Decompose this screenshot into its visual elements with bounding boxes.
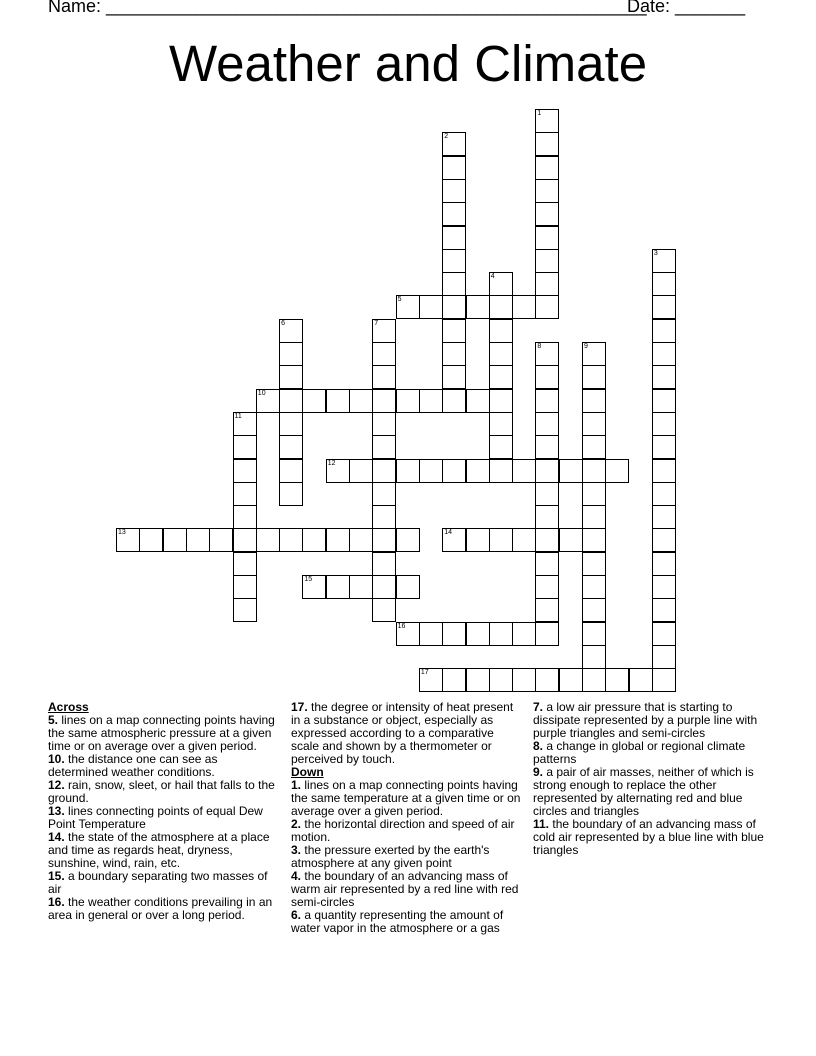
grid-cell[interactable] — [582, 505, 606, 529]
grid-cell[interactable] — [489, 272, 513, 296]
down-clue-11 — [533, 818, 769, 857]
grid-cell[interactable] — [442, 389, 466, 413]
cell-number: 1 — [537, 110, 542, 117]
grid-cell[interactable] — [512, 459, 536, 483]
grid-cell[interactable] — [489, 319, 513, 343]
grid-cell[interactable] — [442, 295, 466, 319]
grid-cell[interactable] — [512, 668, 536, 692]
grid-cell[interactable] — [419, 459, 443, 483]
grid-cell[interactable] — [535, 365, 559, 389]
cell-number: 13 — [118, 529, 126, 537]
grid-cell[interactable] — [582, 622, 606, 646]
grid-cell[interactable] — [396, 459, 420, 483]
grid-cell[interactable] — [489, 389, 513, 413]
grid-cell[interactable] — [372, 575, 396, 599]
across-clue-17 — [291, 701, 521, 766]
grid-cell[interactable] — [372, 412, 396, 436]
grid-cell[interactable] — [652, 365, 676, 389]
grid-cell[interactable] — [652, 622, 676, 646]
grid-cell[interactable] — [582, 459, 606, 483]
grid-cell[interactable] — [535, 435, 559, 459]
cell-number: 7 — [374, 319, 379, 327]
clue-number: 17. — [291, 700, 308, 714]
clue-text: a change in global or regional climate patterns — [533, 739, 746, 766]
grid-cell[interactable] — [256, 389, 280, 413]
grid-cell[interactable] — [396, 622, 420, 646]
grid-cell[interactable] — [233, 552, 257, 576]
grid-cell[interactable] — [582, 389, 606, 413]
grid-cell[interactable] — [442, 342, 466, 366]
grid-cell[interactable] — [349, 389, 373, 413]
grid-cell[interactable] — [489, 412, 513, 436]
across-heading: Across — [48, 700, 89, 714]
clue-number: 9. — [533, 765, 544, 779]
down-heading: Down — [291, 765, 324, 779]
grid-cell[interactable] — [466, 622, 490, 646]
grid-cell[interactable] — [233, 412, 257, 436]
grid-cell[interactable] — [419, 295, 443, 319]
clue-number: 8. — [533, 739, 544, 753]
down-clue-8 — [533, 740, 769, 766]
grid-cell[interactable] — [209, 528, 233, 552]
grid-cell[interactable] — [652, 249, 676, 273]
grid-cell[interactable] — [652, 435, 676, 459]
grid-cell[interactable] — [302, 528, 326, 552]
grid-cell[interactable] — [326, 389, 350, 413]
grid-cell[interactable] — [512, 622, 536, 646]
grid-cell[interactable] — [466, 459, 490, 483]
grid-cell[interactable] — [535, 179, 559, 203]
clue-number: 2. — [291, 817, 302, 831]
grid-cell[interactable] — [535, 156, 559, 180]
grid-cell[interactable] — [233, 459, 257, 483]
across-clue-15 — [48, 870, 276, 896]
clue-text: the state of the atmosphere at a place and time as regards heat, dryness, sunshine, wind, rain, etc. — [48, 830, 270, 870]
grid-cell[interactable] — [349, 575, 373, 599]
grid-cell[interactable] — [279, 319, 303, 343]
page-title: Weather and Climate — [168, 35, 648, 92]
grid-cell[interactable] — [279, 435, 303, 459]
grid-cell[interactable] — [489, 528, 513, 552]
grid-cell[interactable] — [535, 249, 559, 273]
clue-number: 1. — [291, 778, 302, 792]
grid-cell[interactable] — [535, 622, 559, 646]
grid-cell[interactable] — [349, 459, 373, 483]
grid-cell[interactable] — [652, 389, 676, 413]
grid-cell[interactable] — [396, 575, 420, 599]
down-clue-6 — [291, 909, 521, 935]
across-clue-10 — [48, 753, 276, 779]
clue-text: the distance one can see as determined weather conditions. — [48, 752, 218, 779]
grid-cell[interactable] — [442, 459, 466, 483]
grid-cell[interactable] — [442, 132, 466, 156]
grid-cell[interactable] — [466, 389, 490, 413]
clue-text: the boundary of an advancing mass of warm air represented by a red line with red semi-circles — [291, 869, 519, 909]
clue-number: 11. — [533, 817, 550, 831]
grid-cell[interactable] — [489, 435, 513, 459]
across-clue-5 — [48, 714, 276, 753]
grid-cell[interactable] — [139, 528, 163, 552]
cell-number: 12 — [327, 459, 336, 467]
grid-cell[interactable] — [582, 598, 606, 622]
grid-cell[interactable] — [396, 295, 420, 319]
clue-text: the degree or intensity of heat present in a substance or object, especially as expressed according to a comparative scale and shown by a thermometer or perceived by touch. — [291, 700, 514, 766]
grid-cell[interactable] — [582, 528, 606, 552]
grid-cell[interactable] — [442, 272, 466, 296]
grid-cell[interactable] — [396, 528, 420, 552]
grid-cell[interactable] — [535, 226, 559, 250]
grid-cell[interactable] — [233, 505, 257, 529]
clue-text: the boundary of an advancing mass of cold air represented by a blue line with blue triangles — [533, 817, 764, 857]
cell-number: 11 — [234, 412, 242, 420]
grid-cell[interactable] — [489, 459, 513, 483]
grid-cell[interactable] — [652, 342, 676, 366]
grid-cell[interactable] — [466, 528, 490, 552]
grid-cell[interactable] — [535, 272, 559, 296]
grid-cell[interactable] — [535, 109, 559, 133]
grid-cell[interactable] — [279, 482, 303, 506]
date-label: Date: _______ — [627, 0, 746, 16]
clue-number: 10. — [48, 752, 65, 766]
clue-number: 15. — [48, 869, 65, 883]
grid-cell[interactable] — [372, 435, 396, 459]
grid-cell[interactable] — [419, 668, 443, 692]
cell-number: 6 — [281, 319, 285, 327]
grid-cell[interactable] — [302, 389, 326, 413]
grid-cell[interactable] — [233, 482, 257, 506]
grid-cell[interactable] — [233, 575, 257, 599]
clue-number: 14. — [48, 830, 65, 844]
clue-text: lines on a map connecting points having the same temperature at a given time or on average over a given period. — [291, 778, 521, 818]
clue-text: the weather conditions prevailing in an area in general or over a long period. — [48, 895, 273, 922]
grid-cell[interactable] — [489, 295, 513, 319]
clue-number: 4. — [291, 869, 302, 883]
grid-cell[interactable] — [559, 459, 583, 483]
grid-cell[interactable] — [372, 598, 396, 622]
clue-text: the horizontal direction and speed of air motion. — [291, 817, 515, 844]
down-clue-2 — [291, 818, 521, 844]
grid-cell[interactable] — [535, 598, 559, 622]
clue-number: 13. — [48, 804, 65, 818]
grid-cell[interactable] — [419, 622, 443, 646]
cell-number: 3 — [653, 249, 658, 257]
grid-cell[interactable] — [372, 505, 396, 529]
grid-cell[interactable] — [512, 295, 536, 319]
grid-cell[interactable] — [372, 389, 396, 413]
grid-cell[interactable] — [279, 528, 303, 552]
grid-cell[interactable] — [582, 435, 606, 459]
clue-text: a low air pressure that is starting to dissipate represented by a purple line with purple triangles and semi-circles — [533, 700, 758, 740]
clues-column-1 — [48, 701, 276, 922]
grid-cell[interactable] — [442, 179, 466, 203]
clue-text: rain, snow, sleet, or hail that falls to the ground. — [48, 778, 275, 805]
grid-cell[interactable] — [442, 202, 466, 226]
grid-cell[interactable] — [605, 668, 629, 692]
grid-cell[interactable] — [419, 389, 443, 413]
grid-cell[interactable] — [652, 412, 676, 436]
clues-column-2 — [291, 701, 521, 935]
grid-cell[interactable] — [466, 295, 490, 319]
grid-cell[interactable] — [582, 575, 606, 599]
grid-cell[interactable] — [279, 342, 303, 366]
grid-cell[interactable] — [489, 342, 513, 366]
grid-cell[interactable] — [582, 645, 606, 669]
grid-cell[interactable] — [326, 459, 350, 483]
grid-cell[interactable] — [186, 528, 210, 552]
grid-cell[interactable] — [535, 295, 559, 319]
clue-text: the pressure exerted by the earth's atmosphere at any given point — [291, 843, 490, 870]
down-clue-7 — [533, 701, 769, 740]
grid-cell[interactable] — [326, 528, 350, 552]
grid-cell[interactable] — [652, 598, 676, 622]
clues-column-3 — [533, 701, 769, 857]
grid-cell[interactable] — [326, 575, 350, 599]
clue-number: 16. — [48, 895, 65, 909]
clue-number: 6. — [291, 908, 302, 922]
grid-cell[interactable] — [279, 412, 303, 436]
grid-cell[interactable] — [396, 389, 420, 413]
across-clue-16 — [48, 896, 276, 922]
grid-cell[interactable] — [442, 365, 466, 389]
grid-cell[interactable] — [582, 482, 606, 506]
grid-cell[interactable] — [372, 482, 396, 506]
grid-cell[interactable] — [372, 552, 396, 576]
down-clue-1 — [291, 779, 521, 818]
grid-cell[interactable] — [372, 459, 396, 483]
clue-text: lines connecting points of equal Dew Point Temperature — [48, 804, 263, 831]
grid-cell[interactable] — [302, 575, 326, 599]
grid-cell[interactable] — [116, 528, 140, 552]
across-clue-12 — [48, 779, 276, 805]
cell-number: 16 — [397, 622, 406, 630]
grid-cell[interactable] — [652, 295, 676, 319]
cell-number: 2 — [444, 133, 449, 141]
grid-cell[interactable] — [535, 505, 559, 529]
grid-cell[interactable] — [582, 552, 606, 576]
grid-cell[interactable] — [489, 668, 513, 692]
grid-cell[interactable] — [652, 272, 676, 296]
clue-number: 5. — [48, 713, 59, 727]
grid-cell[interactable] — [535, 342, 559, 366]
cell-number: 15 — [304, 576, 313, 583]
grid-cell[interactable] — [652, 482, 676, 506]
grid-cell[interactable] — [535, 202, 559, 226]
cell-number: 5 — [397, 296, 402, 304]
clue-text: a pair of air masses, neither of which is strong enough to replace the other represented by alternating red and blue circles and triangles — [533, 765, 754, 818]
cell-number: 9 — [584, 343, 588, 350]
grid-cell[interactable] — [442, 156, 466, 180]
down-clue-3 — [291, 844, 521, 870]
grid-cell[interactable] — [535, 459, 559, 483]
grid-cell[interactable] — [582, 412, 606, 436]
grid-cell[interactable] — [535, 528, 559, 552]
grid-cell[interactable] — [535, 132, 559, 156]
grid-cell[interactable] — [442, 249, 466, 273]
grid-cell[interactable] — [535, 389, 559, 413]
across-clue-13 — [48, 805, 276, 831]
grid-cell[interactable] — [652, 645, 676, 669]
grid-cell[interactable] — [652, 319, 676, 343]
grid-cell[interactable] — [256, 528, 280, 552]
grid-cell[interactable] — [559, 528, 583, 552]
grid-cell[interactable] — [279, 459, 303, 483]
cell-number: 17 — [420, 669, 429, 677]
grid-cell[interactable] — [279, 389, 303, 413]
grid-cell[interactable] — [233, 435, 257, 459]
grid-cell[interactable] — [535, 412, 559, 436]
grid-cell[interactable] — [233, 528, 257, 552]
grid-cell[interactable] — [652, 505, 676, 529]
grid-cell[interactable] — [559, 668, 583, 692]
down-clue-9 — [533, 766, 769, 818]
grid-cell[interactable] — [163, 528, 187, 552]
name-label: Name: ______________________________________________________ — [48, 0, 647, 16]
grid-cell[interactable] — [489, 622, 513, 646]
grid-cell[interactable] — [652, 459, 676, 483]
grid-cell[interactable] — [442, 528, 466, 552]
grid-cell[interactable] — [535, 668, 559, 692]
grid-cell[interactable] — [372, 319, 396, 343]
cell-number: 14 — [444, 529, 452, 537]
grid-cell[interactable] — [466, 668, 490, 692]
clue-number: 12. — [48, 778, 65, 792]
grid-cell[interactable] — [349, 528, 373, 552]
grid-cell[interactable] — [605, 459, 629, 483]
cell-number: 8 — [537, 343, 542, 350]
clue-number: 3. — [291, 843, 302, 857]
grid-cell[interactable] — [233, 598, 257, 622]
clue-text: lines on a map connecting points having the same atmospheric pressure at a given time or on average over a given period. — [48, 713, 275, 753]
grid-cell[interactable] — [372, 342, 396, 366]
grid-cell[interactable] — [629, 668, 653, 692]
grid-cell[interactable] — [582, 342, 606, 366]
clue-number: 7. — [533, 700, 544, 714]
grid-cell[interactable] — [442, 226, 466, 250]
grid-cell[interactable] — [442, 622, 466, 646]
grid-cell[interactable] — [535, 575, 559, 599]
down-clue-4 — [291, 870, 521, 909]
clue-text: a boundary separating two masses of air — [48, 869, 268, 896]
grid-cell[interactable] — [535, 482, 559, 506]
grid-cell[interactable] — [372, 365, 396, 389]
grid-cell[interactable] — [652, 668, 676, 692]
grid-cell[interactable] — [652, 552, 676, 576]
grid-cell[interactable] — [652, 575, 676, 599]
grid-cell[interactable] — [489, 365, 513, 389]
grid-cell[interactable] — [512, 528, 536, 552]
grid-cell[interactable] — [582, 668, 606, 692]
clue-text: a quantity representing the amount of water vapor in the atmosphere or a gas — [291, 908, 504, 935]
grid-cell[interactable] — [279, 365, 303, 389]
cell-number: 10 — [257, 389, 266, 397]
grid-cell[interactable] — [442, 668, 466, 692]
grid-cell[interactable] — [372, 528, 396, 552]
grid-cell[interactable] — [442, 319, 466, 343]
grid-cell[interactable] — [535, 552, 559, 576]
grid-cell[interactable] — [582, 365, 606, 389]
across-clue-14 — [48, 831, 276, 870]
cell-number: 4 — [490, 273, 495, 281]
grid-cell[interactable] — [652, 528, 676, 552]
